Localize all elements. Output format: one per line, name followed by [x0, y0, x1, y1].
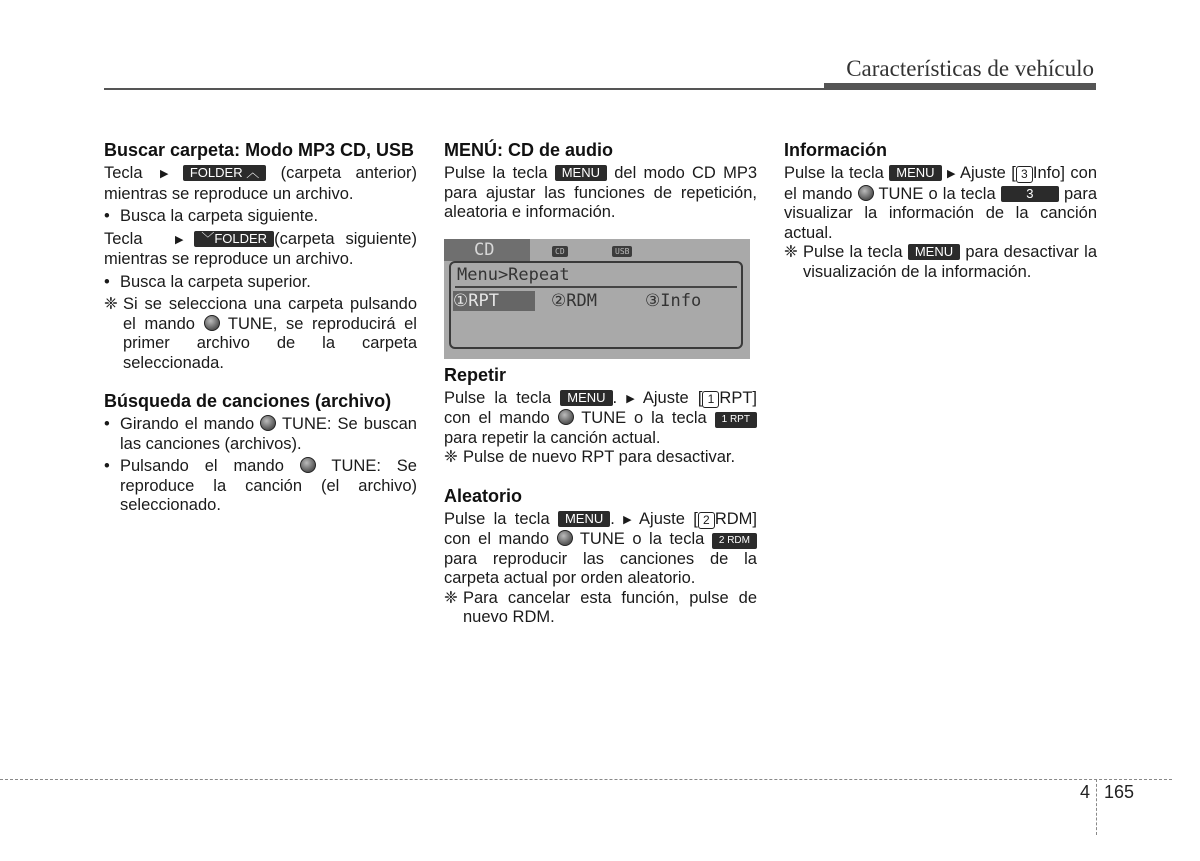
list-item: • Pulsando el mando TUNE: Se reproduce la canción (el archivo) seleccionado.	[104, 457, 417, 516]
tune-knob-icon	[300, 457, 316, 473]
number-3-icon: 3	[1016, 166, 1033, 183]
lcd-usb-badge: USB	[612, 246, 632, 257]
play-arrow-icon: ▶	[946, 168, 956, 180]
menu-key: MENU	[555, 165, 607, 181]
folder-up-key: FOLDER ︿	[183, 165, 266, 181]
column-right	[784, 140, 1097, 282]
note: ❈ Pulse de nuevo RPT para desactivar.	[444, 448, 736, 466]
section-title-repetir: Repetir	[444, 364, 507, 385]
lcd-divider	[455, 286, 737, 288]
lcd-option-info: ③Info	[645, 290, 702, 311]
note-mark-icon: ❈	[784, 243, 798, 261]
tune-knob-icon	[558, 409, 574, 425]
section-title-busqueda-canciones: Búsqueda de canciones (archivo)	[104, 391, 392, 411]
play-arrow-icon: ▶	[623, 513, 632, 526]
lcd-option-rdm: ②RDM	[551, 290, 597, 311]
lcd-option-rpt: ①RPT	[453, 291, 535, 311]
footer-vertical-divider	[1096, 779, 1097, 835]
header-rule-accent	[824, 83, 1096, 90]
tune-knob-icon	[204, 315, 220, 331]
chapter-number: 4	[1080, 782, 1091, 802]
menu-key: MENU	[908, 244, 960, 260]
section-title-menu-cd: MENÚ: CD de audio	[444, 140, 613, 160]
list-item: • Girando el mando TUNE: Se buscan las canciones (archivos).	[104, 415, 417, 454]
footer-divider	[0, 779, 1172, 780]
note: ❈ Pulse la tecla MENU para desactivar la visualización de la información.	[784, 243, 1097, 281]
tune-knob-icon	[858, 185, 874, 201]
paragraph: Tecla ▶ ﹀FOLDER (carpeta siguiente) mientras se reproduce un archivo.	[104, 229, 417, 268]
tune-knob-icon	[557, 530, 573, 546]
lcd-title: Menu>Repeat	[457, 264, 570, 285]
lcd-cd-badge: CD	[552, 246, 568, 257]
number-1-icon: 1	[702, 391, 719, 408]
folder-down-key: ﹀FOLDER	[194, 231, 274, 247]
paragraph: Pulse la tecla MENU . ▶ Ajuste [ 1 RPT] con el mando TUNE o la tecla 1 RPT para repetir la canción actual.	[444, 388, 758, 447]
section-title-informacion: Información	[784, 140, 888, 160]
section-title-aleatorio: Aleatorio	[444, 485, 523, 506]
rpt-key: 1 RPT	[715, 412, 757, 428]
page-header-title: Características de vehículo	[846, 56, 1094, 81]
menu-key: MENU	[558, 511, 610, 527]
column-middle	[444, 140, 757, 628]
page-number: 165	[1104, 782, 1135, 802]
paragraph: Pulse la tecla MENU ▶ Ajuste [ 3 Info] con el mando TUNE o la tecla 3 para visualizar la información de la canción actual.	[784, 164, 1097, 242]
rdm-key: 2 RDM	[712, 533, 757, 549]
note: ❈ Si se selecciona una carpeta pulsando el mando TUNE, se reproducirá el primer archivo de la carpeta seleccionada.	[104, 295, 417, 372]
number-2-icon: 2	[698, 512, 715, 529]
list-item: • Busca la carpeta superior.	[104, 273, 417, 293]
lcd-screen	[449, 261, 743, 349]
note-mark-icon: ❈	[444, 588, 458, 607]
menu-key: MENU	[889, 165, 941, 181]
info-key: 3	[1001, 186, 1059, 202]
section-title-buscar-carpeta: Buscar carpeta: Modo MP3 CD, USB	[104, 140, 415, 160]
paragraph: Pulse la tecla MENU del modo CD MP3 para ajustar las funciones de repetición, aleatoria e información.	[444, 164, 758, 221]
menu-key: MENU	[560, 390, 612, 406]
note: ❈ Para cancelar esta función, pulse de nuevo RDM.	[444, 588, 757, 626]
list-item: • Busca la carpeta siguiente.	[104, 207, 417, 227]
note-mark-icon: ❈	[444, 448, 458, 466]
paragraph: Tecla ▶ FOLDER ︿ (carpeta anterior) mientras se reproduce un archivo.	[104, 164, 417, 203]
note-mark-icon: ❈	[104, 295, 118, 313]
play-arrow-icon: ▶	[175, 233, 184, 246]
lcd-display	[444, 239, 750, 359]
column-left	[104, 140, 417, 516]
play-arrow-icon: ▶	[156, 168, 169, 180]
tune-knob-icon	[260, 415, 276, 431]
lcd-tab: CD	[444, 239, 530, 261]
play-arrow-icon: ▶	[626, 392, 635, 405]
paragraph: Pulse la tecla MENU . ▶ Ajuste [ 2 RDM] con el mando TUNE o la tecla 2 RDM para reproducir las canciones de la carpeta actual por orden aleatorio.	[444, 509, 757, 587]
